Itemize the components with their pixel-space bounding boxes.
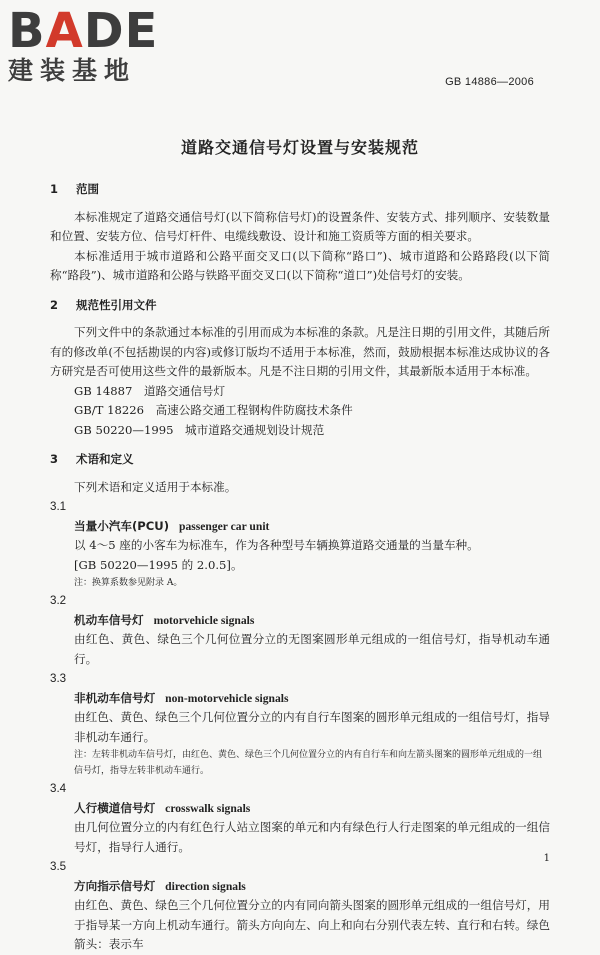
term-note: 注：左转非机动车信号灯，由红色、黄色、绿色三个几何位置分立的内有自行车和向左箭头图案的圆形单元组成的一组信号灯，指导左转非机动车通行。 (74, 750, 543, 776)
logo (8, 3, 178, 92)
term-name-en: direction signals (165, 879, 246, 893)
term-definition: 以 4～5 座的小客车为标准车，作为各种型号车辆换算道路交通量的当量车种。 (74, 538, 479, 552)
reference-item: GB 14887 道路交通信号灯 (74, 383, 226, 398)
section-title: 规范性引用文件 (76, 297, 157, 312)
paragraph: 本标准规定了道路交通信号灯(以下简称信号灯)的设置条件、安装方式、排列顺序、安装数量和位置、安装方位、信号灯杆件、电缆线敷设、设计和施工资质等方面的相关要求。 (50, 209, 550, 243)
term-number: 3.1 (50, 500, 67, 513)
term-definition: 由几何位置分立的内有红色行人站立图案的单元和内有绿色行人行走图案的单元组成的一组信号灯，指导行人通行。 (74, 820, 550, 854)
term-definition: 由红色、黄色、绿色三个几何位置分立的内有自行车图案的圆形单元组成的一组信号灯，指导非机动车通行。 (74, 710, 550, 744)
term-name (50, 517, 550, 537)
reference-item: GB 50220—1995 城市道路交通规划设计规范 (74, 422, 325, 437)
term-name (50, 689, 550, 709)
logo-letters: BADE (8, 3, 159, 59)
term-name-cn: 非机动车信号灯 (74, 690, 156, 705)
term-number: 3.4 (50, 782, 67, 795)
document-body (50, 180, 550, 955)
paragraph: 下列文件中的条款通过本标准的引用而成为本标准的条款。凡是注日期的引用文件，其随后所有的修改单(不包括勘误的内容)或修订版均不适用于本标准，然而，鼓励根据本标准达成协议的各方研究是否可使用这些文件的最新版本。凡是不注日期的引用文件，其最新版本适用于本标准。 (50, 325, 550, 378)
term-name-en: passenger car unit (179, 519, 270, 533)
term-name-cn: 方向指示信号灯 (74, 878, 156, 893)
term-name-en: non-motorvehicle signals (165, 691, 289, 705)
document-title: 道路交通信号灯设置与安装规范 (180, 138, 419, 157)
term-name (50, 799, 550, 819)
term-name-en: motorvehicle signals (153, 613, 255, 627)
section-number: 1 (50, 182, 59, 196)
term-number: 3.3 (50, 672, 67, 685)
logo-accent-letter: A (45, 3, 84, 59)
term-name (50, 611, 550, 631)
logo-sub-text: 建装基地 (8, 56, 137, 85)
term-name-en: crosswalk signals (165, 801, 251, 815)
standard-number: GB 14886—2006 (445, 76, 534, 88)
term-definition: 由红色、黄色、绿色三个几何位置分立的内有同向箭头图案的圆形单元组成的一组信号灯，用于指导某一方向上机动车通行。箭头方向向左、向上和向右分别代表左转、直行和右转。绿色箭头：表示车 (74, 898, 550, 951)
section-number: 3 (50, 452, 59, 466)
page-number: 1 (543, 853, 550, 864)
section-number: 2 (50, 297, 59, 312)
section-title: 范围 (76, 182, 99, 196)
term-name-cn: 当量小汽车(PCU) (74, 518, 169, 533)
term-name-cn: 机动车信号灯 (74, 612, 144, 627)
term-number: 3.2 (50, 594, 67, 607)
term-number: 3.5 (50, 860, 67, 873)
term-source: [GB 50220—1995 的 2.0.5]。 (74, 557, 243, 572)
section-title: 术语和定义 (76, 452, 134, 466)
section-heading-2 (50, 296, 550, 316)
term-name (50, 877, 550, 897)
paragraph: 下列术语和定义适用于本标准。 (74, 479, 237, 494)
section-heading-3 (50, 450, 550, 470)
logo-main-text (8, 3, 178, 59)
term-note: 注：换算系数参见附录 A。 (74, 578, 183, 588)
paragraph: 本标准适用于城市道路和公路平面交叉口(以下简称“路口”)、城市道路和公路路段(以下简称“路段”)、城市道路和公路与铁路平面交叉口(以下简称“道口”)处信号灯的安装。 (50, 248, 550, 282)
term-name-cn: 人行横道信号灯 (74, 800, 156, 815)
term-definition: 由红色、黄色、绿色三个几何位置分立的无图案圆形单元组成的一组信号灯，指导机动车通行。 (74, 632, 550, 666)
section-heading-1 (50, 180, 550, 200)
reference-item: GB/T 18226 高速公路交通工程钢构件防腐技术条件 (74, 403, 353, 417)
